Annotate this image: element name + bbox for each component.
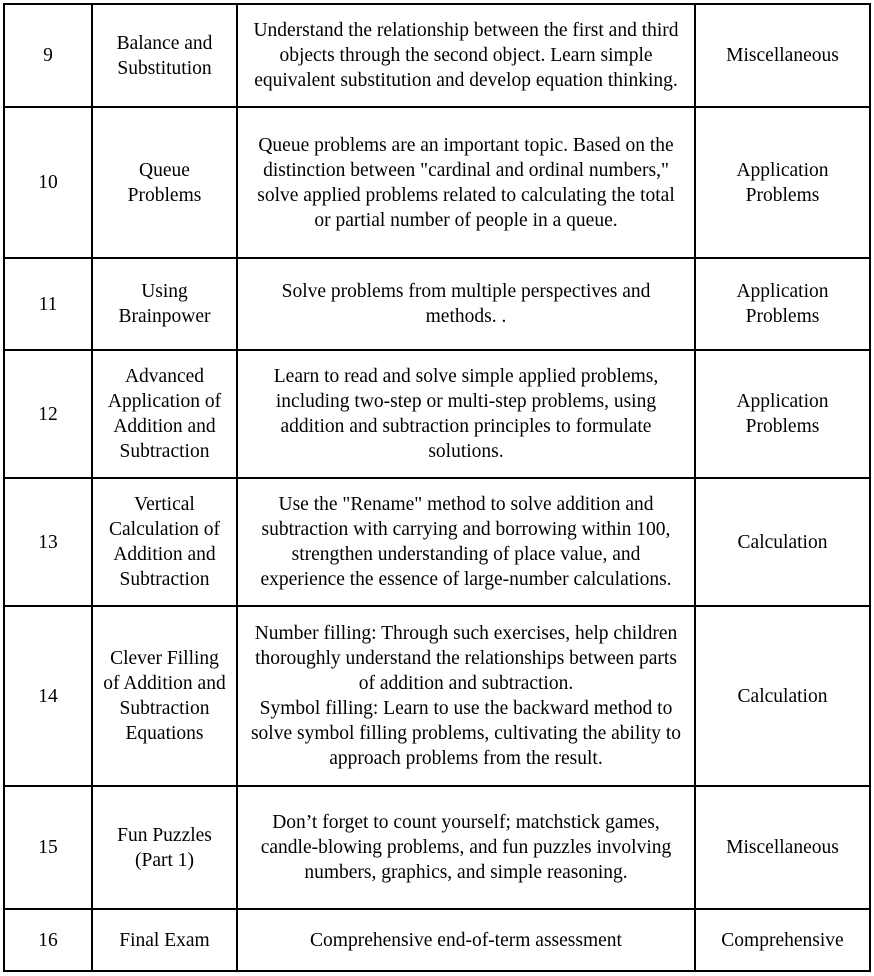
lesson-number: 9 — [4, 4, 92, 107]
lesson-category: Application Problems — [695, 107, 870, 258]
lesson-category: Calculation — [695, 478, 870, 606]
lesson-topic: Queue Problems — [92, 107, 237, 258]
table-row — [4, 350, 870, 478]
table-row — [4, 107, 870, 258]
lesson-description: Queue problems are an important topic. Based on the distinction between "cardinal and ordinal numbers," solve applied problems related to calculating the total or partial number of people in a queue. — [237, 107, 695, 258]
table-row — [4, 909, 870, 971]
lesson-topic: Advanced Application of Addition and Subtraction — [92, 350, 237, 478]
lesson-number: 15 — [4, 786, 92, 909]
table-row — [4, 606, 870, 786]
lesson-number: 12 — [4, 350, 92, 478]
lesson-category: Comprehensive — [695, 909, 870, 971]
lesson-topic: Fun Puzzles (Part 1) — [92, 786, 237, 909]
lesson-number: 16 — [4, 909, 92, 971]
table-row — [4, 786, 870, 909]
table-row — [4, 258, 870, 350]
lesson-topic: Balance and Substitution — [92, 4, 237, 107]
lesson-number: 14 — [4, 606, 92, 786]
lesson-category: Application Problems — [695, 350, 870, 478]
lesson-category: Miscellaneous — [695, 786, 870, 909]
lesson-number: 13 — [4, 478, 92, 606]
lesson-description: Understand the relationship between the first and third objects through the second object. Learn simple equivalent substitution and develop equation thinking. — [237, 4, 695, 107]
lesson-description: Don’t forget to count yourself; matchstick games, candle-blowing problems, and fun puzzles involving numbers, graphics, and simple reasoning. — [237, 786, 695, 909]
table-row — [4, 4, 870, 107]
lesson-description: Learn to read and solve simple applied problems, including two-step or multi-step problems, using addition and subtraction principles to formulate solutions. — [237, 350, 695, 478]
number-filling-text: Number filling: Through such exercises, help children thoroughly understand the relationships between parts of addition and subtraction. — [254, 623, 678, 694]
lesson-description — [237, 606, 695, 786]
lesson-description: Comprehensive end-of-term assessment — [237, 909, 695, 971]
lesson-category: Miscellaneous — [695, 4, 870, 107]
lesson-category: Calculation — [695, 606, 870, 786]
lesson-topic: Clever Filling of Addition and Subtraction Equations — [92, 606, 237, 786]
lesson-topic: Vertical Calculation of Addition and Subtraction — [92, 478, 237, 606]
lesson-topic: Using Brainpower — [92, 258, 237, 350]
table-row — [4, 478, 870, 606]
curriculum-table — [3, 3, 871, 972]
lesson-number: 11 — [4, 258, 92, 350]
lesson-category: Application Problems — [695, 258, 870, 350]
lesson-topic: Final Exam — [92, 909, 237, 971]
symbol-filling-text: Symbol filling: Learn to use the backward method to solve symbol filling problems, cultivating the ability to approach problems from the result. — [250, 698, 682, 769]
lesson-description: Use the "Rename" method to solve addition and subtraction with carrying and borrowing within 100, strengthen understanding of place value, and experience the essence of large-number calculations. — [237, 478, 695, 606]
lesson-number: 10 — [4, 107, 92, 258]
lesson-description: Solve problems from multiple perspectives and methods. . — [237, 258, 695, 350]
